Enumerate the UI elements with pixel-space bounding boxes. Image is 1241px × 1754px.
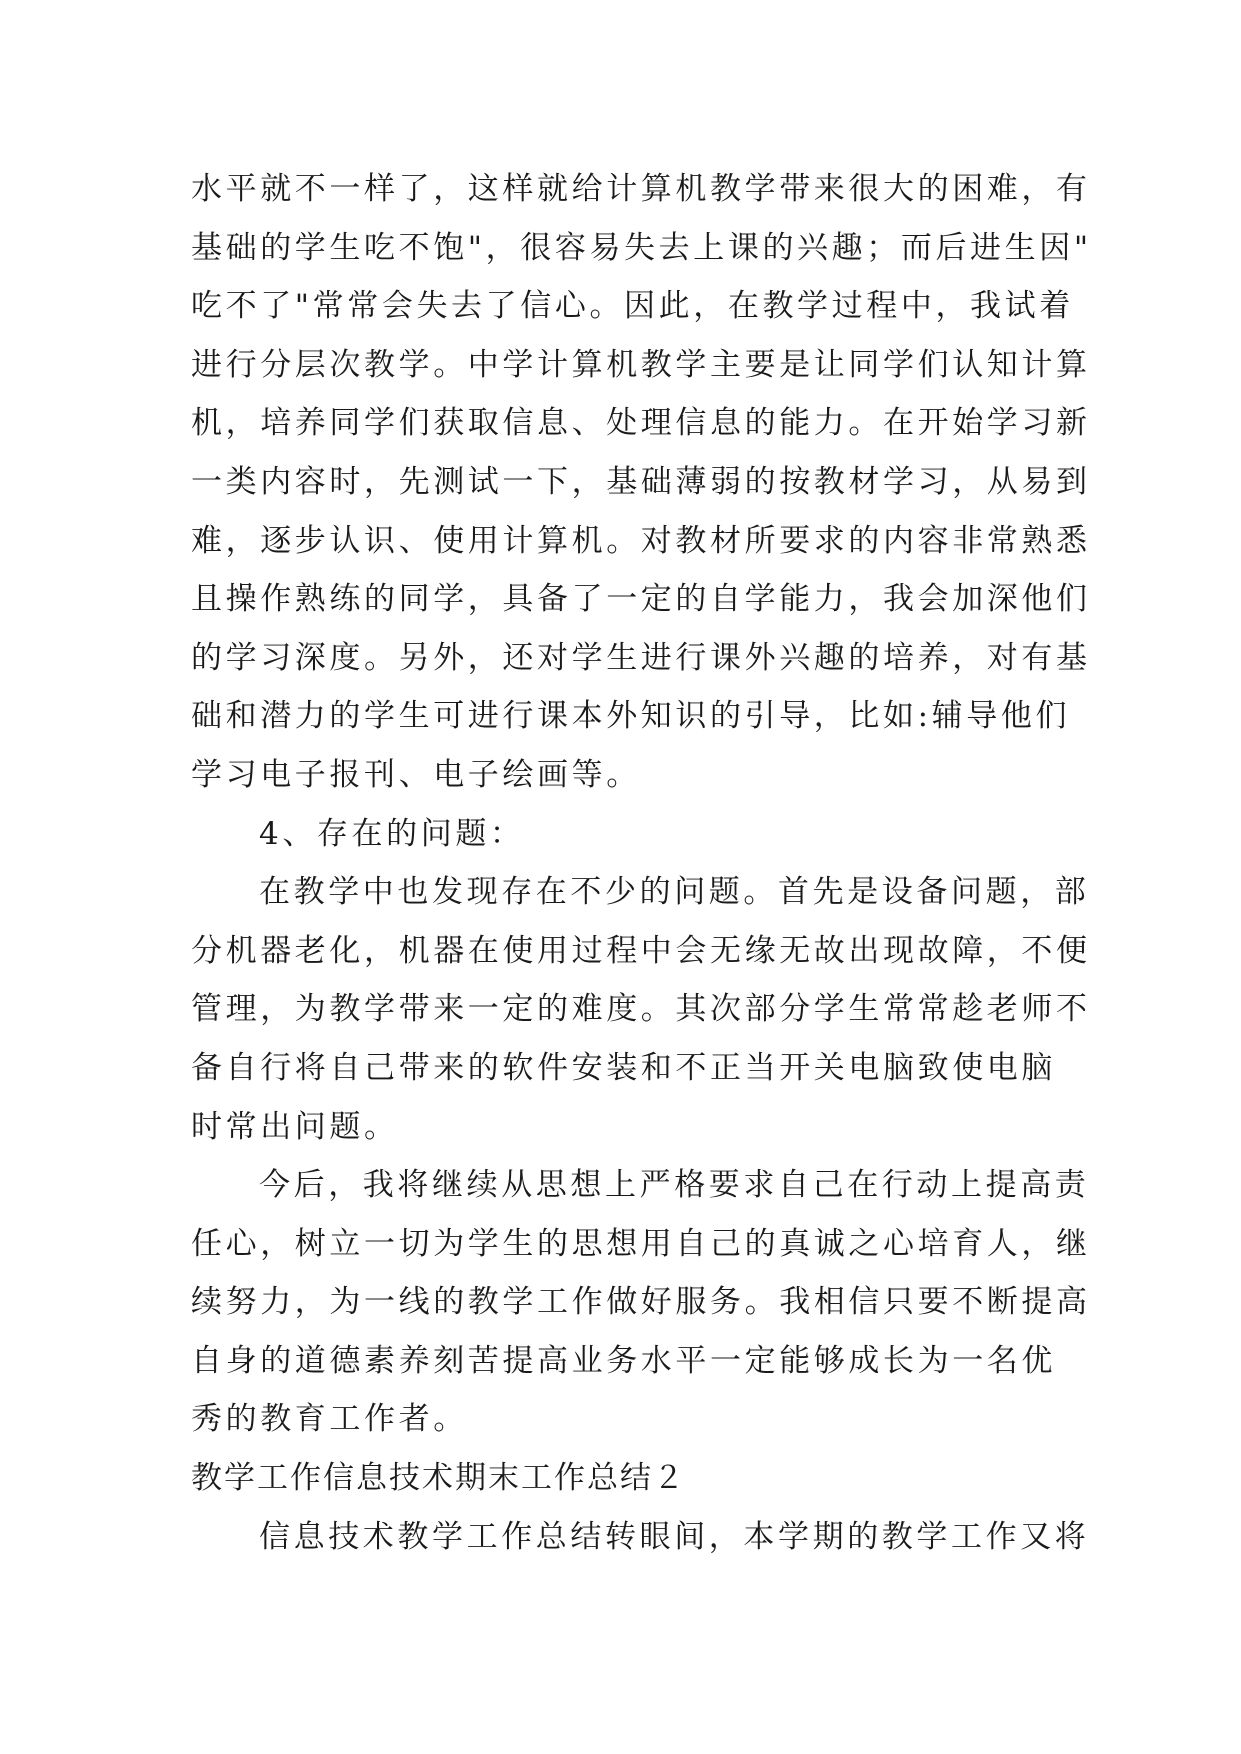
text-line: 秀的教育工作者。 (191, 1401, 468, 1438)
text-line: 础和潜力的学生可进行课本外知识的引导，比如:辅导他们 (191, 698, 1071, 735)
document-body (191, 160, 1092, 1566)
text-line: 分机器老化，机器在使用过程中会无缘无故出现故障，不便 (191, 932, 1091, 969)
text-line: 学习电子报刊、电子绘画等。 (191, 756, 641, 793)
text-line: 续努力，为一线的教学工作做好服务。我相信只要不断提高 (191, 1284, 1091, 1321)
paragraph-future (191, 1156, 1091, 1449)
text-line: 且操作熟练的同学，具备了一定的自学能力，我会加深他们 (191, 581, 1091, 618)
article-title: 教学工作信息技术期末工作总结２ (191, 1460, 686, 1497)
text-line: 基础的学生吃不饱"，很容易失去上课的兴趣；而后进生因" (191, 229, 1092, 266)
text-line: 时常出问题。 (191, 1108, 399, 1145)
text-line: 管理，为教学带来一定的难度。其次部分学生常常趁老师不 (191, 991, 1091, 1028)
section-4-heading (191, 805, 1047, 864)
text-line: 难，逐步认识、使用计算机。对教材所要求的内容非常熟悉 (191, 522, 1091, 559)
text-line: 自身的道德素养刻苦提高业务水平一定能够成长为一名优 (191, 1342, 1056, 1379)
text-line: 任心，树立一切为学生的思想用自己的真诚之心培育人，继 (191, 1225, 1091, 1262)
section-4-title: 4、存在的问题： (259, 815, 525, 852)
text-line: 的学习深度。另外，还对学生进行课外兴趣的培养，对有基 (191, 639, 1091, 676)
text-line: 一类内容时，先测试一下，基础薄弱的按教材学习，从易到 (191, 463, 1091, 500)
text-line: 机，培养同学们获取信息、处理信息的能力。在开始学习新 (191, 405, 1091, 442)
text-line: 吃不了"常常会失去了信心。因此，在教学过程中，我试着 (191, 288, 1074, 325)
text-line: 备自行将自己带来的软件安装和不正当开关电脑致使电脑 (191, 1049, 1056, 1086)
text-line: 今后，我将继续从思想上严格要求自己在行动上提高责 (259, 1167, 1090, 1204)
paragraph-problems (191, 863, 1091, 1156)
text-line: 进行分层次教学。中学计算机教学主要是让同学们认知计算 (191, 346, 1091, 383)
text-line: 在教学中也发现存在不少的问题。首先是设备问题，部 (259, 874, 1090, 911)
section-title-2 (191, 1449, 1047, 1508)
text-line: 信息技术教学工作总结转眼间，本学期的教学工作又将 (259, 1518, 1090, 1555)
text-line: 水平就不一样了，这样就给计算机教学带来很大的困难，有 (191, 171, 1091, 207)
paragraph-teaching-levels (191, 160, 1092, 805)
paragraph-summary-intro (191, 1508, 1090, 1567)
